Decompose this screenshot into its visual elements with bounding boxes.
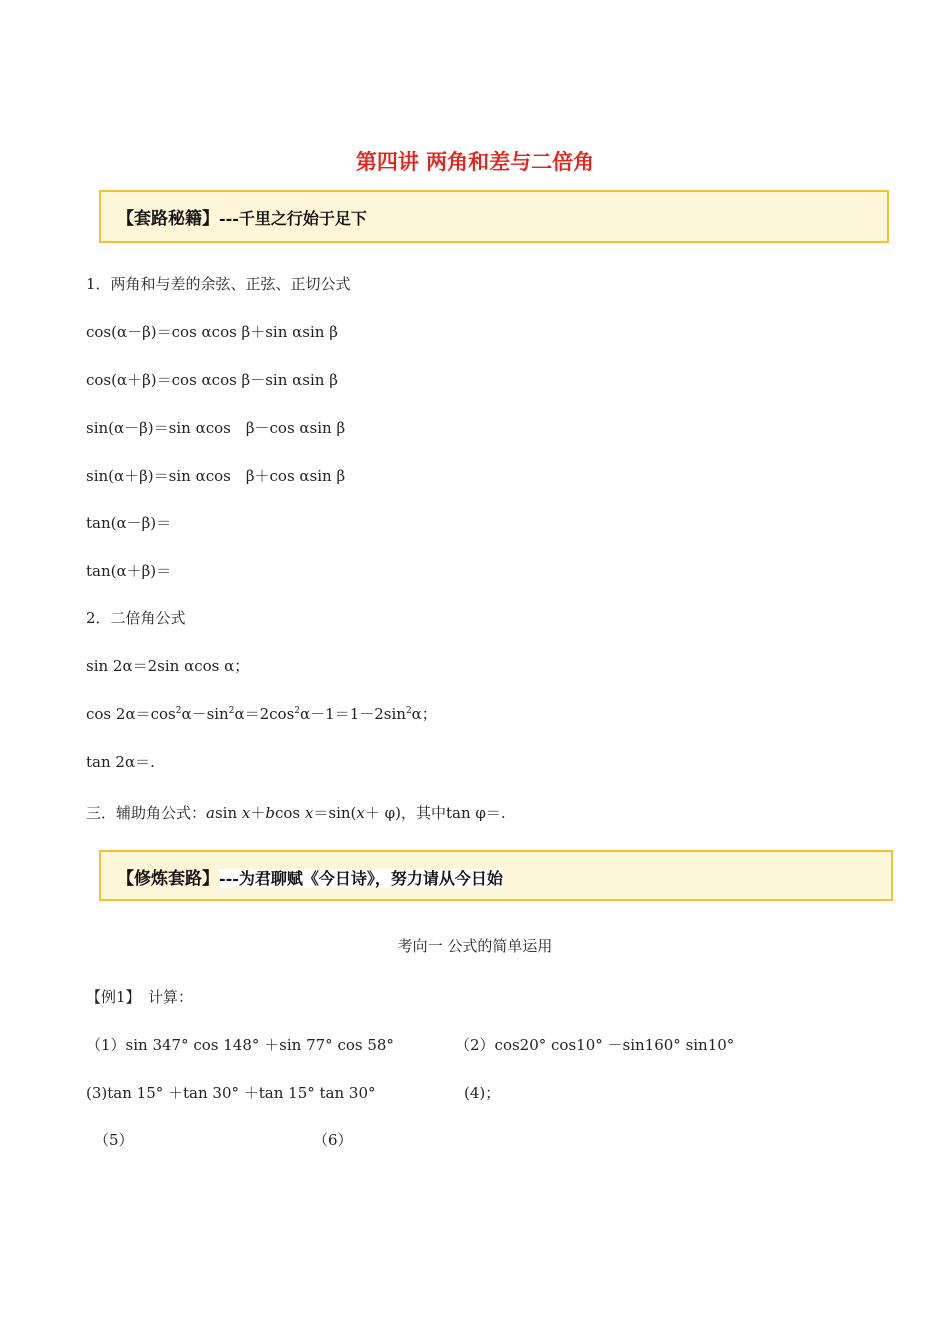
formula-tan-double: tan 2α＝. xyxy=(86,753,155,771)
formula-auxiliary-angle: 三．辅助角公式：asin x＋bcos x＝sin(x＋ φ)，其中tan φ＝. xyxy=(86,804,506,822)
formula-tan-diff: tan(α－β)＝ xyxy=(86,514,172,532)
page-title: 第四讲 两角和差与二倍角 xyxy=(355,150,595,174)
practice-banner-label: 【修炼套路】 xyxy=(117,869,219,889)
topic-heading: 考向一 公式的简单运用 xyxy=(397,937,553,955)
formula-sin-diff: sin(α－β)＝sin αcos β－cos αsin β xyxy=(86,419,346,437)
problem-6: （6） xyxy=(313,1131,353,1149)
problem-4: (4)； xyxy=(464,1084,501,1102)
problem-3: (3)tan 15° ＋tan 30° ＋tan 15° tan 30° xyxy=(86,1084,376,1102)
tips-banner-subtitle: ---千里之行始于足下 xyxy=(219,209,367,228)
formula-cos-double: $\cos 2\alpha=\cos^2\alpha-\sin^2\alpha=2\cos^2\alpha-1=1-2\sin^2\alpha$； xyxy=(86,705,437,723)
section2-heading: 2．二倍角公式 xyxy=(86,609,186,627)
formula-tan-sum: tan(α＋β)＝ xyxy=(86,562,172,580)
example-text: 计算： xyxy=(133,988,194,1006)
problem-5: （5） xyxy=(94,1131,134,1149)
tips-banner xyxy=(99,190,889,243)
practice-banner-subtitle: ---为君聊赋《今日诗》，努力请从今日始 xyxy=(219,869,503,888)
example-heading xyxy=(86,986,193,1007)
example-label: 【例1】 xyxy=(86,988,134,1006)
formula-cos-sum: cos(α＋β)＝cos αcos β－sin αsin β xyxy=(86,371,338,389)
formula-sin-double: sin 2α＝2sin αcos α； xyxy=(86,657,250,675)
problem-1: （1）sin 347° cos 148° ＋sin 77° cos 58° xyxy=(86,1036,394,1054)
formula-cos-diff: cos(α－β)＝cos αcos β＋sin αsin β xyxy=(86,323,338,341)
tips-banner-label: 【套路秘籍】 xyxy=(117,209,219,229)
section1-heading: 1．两角和与差的余弦、正弦、正切公式 xyxy=(86,275,351,293)
formula-sin-sum: sin(α＋β)＝sin αcos β＋cos αsin β xyxy=(86,467,346,485)
problem-2: （2）cos20° cos10° －sin160° sin10° xyxy=(455,1036,735,1054)
practice-banner xyxy=(99,850,893,901)
